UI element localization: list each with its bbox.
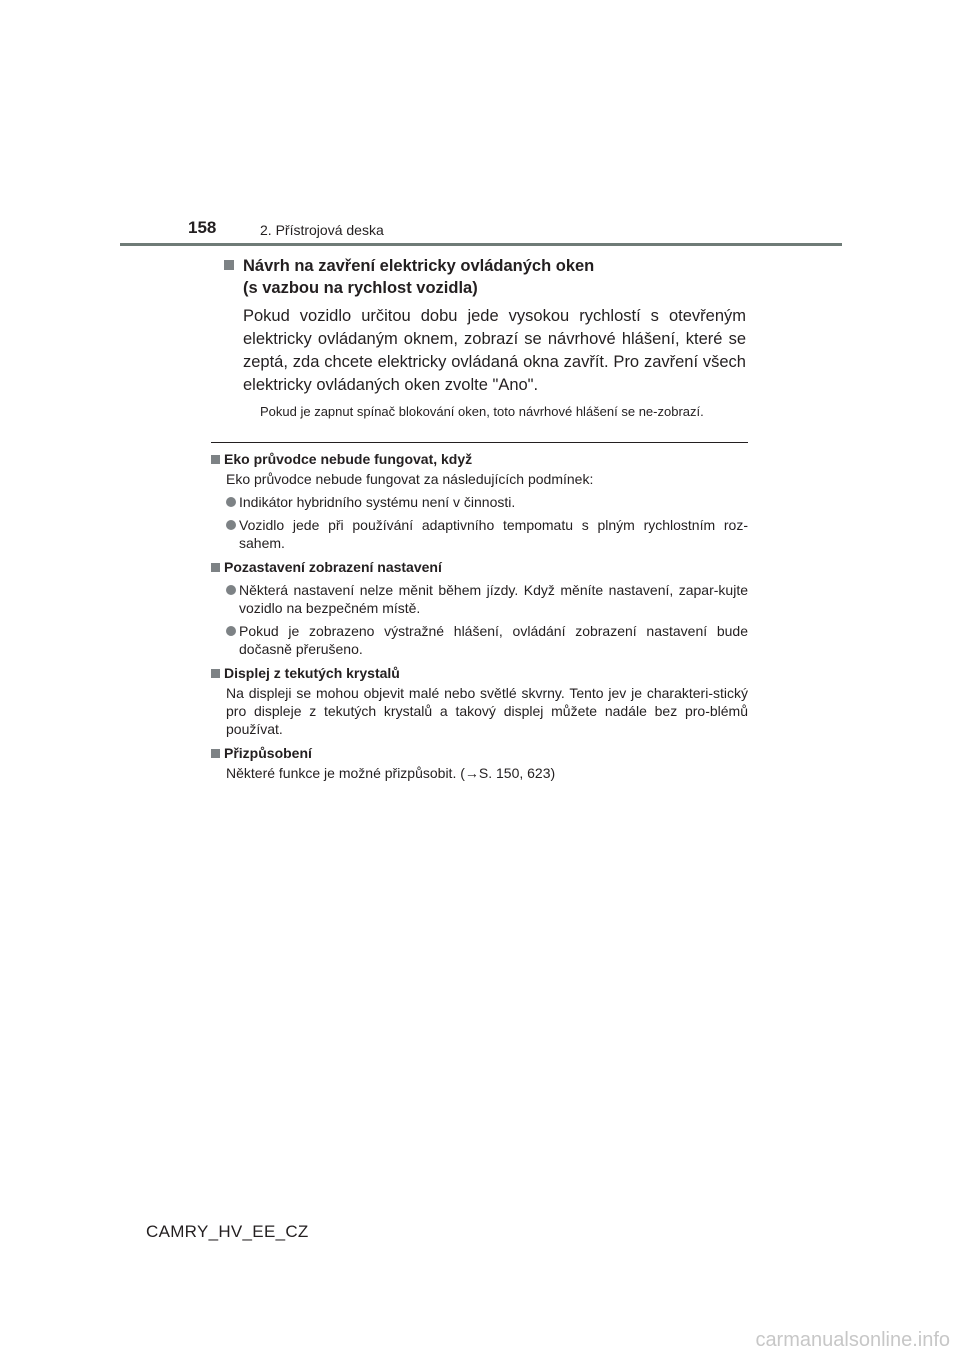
- note-heading-lcd: [211, 664, 748, 682]
- notes-section: [211, 450, 748, 782]
- note-heading-text: Eko průvodce nebude fungovat, když: [224, 451, 473, 467]
- main-heading-line2: (s vazbou na rychlost vozidla): [243, 279, 478, 297]
- note-heading-text: Displej z tekutých krystalů: [224, 665, 400, 681]
- list-item: [226, 516, 748, 552]
- note-heading-text: Přizpůsobení: [224, 745, 312, 761]
- note-heading-settings: [211, 558, 748, 576]
- note-heading-eco: [211, 450, 748, 468]
- note-text: Některé funkce je možné přizpůsobit. (→S. 150, 623): [226, 765, 556, 781]
- section-title: 2. Přístrojová deska: [260, 222, 384, 238]
- notes-separator: [211, 442, 748, 443]
- header-rule: [120, 243, 842, 246]
- note-heading-customization: [211, 744, 748, 762]
- circle-bullet-icon: [226, 626, 236, 636]
- main-paragraph: Pokud vozidlo určitou dobu jede vysokou rychlostí s otevřeným elektricky ovládaným oknem, zobrazí se návrhové hlášení, které se zeptá, zda chcete elektricky ovládaná okna zavřít. Pro zavření všech elektricky ovládaných oken zvolte "Ano".: [243, 307, 746, 394]
- page-header: [0, 0, 960, 250]
- page-number: 158: [188, 218, 217, 237]
- square-bullet-icon: [211, 749, 220, 758]
- square-bullet-icon: [211, 669, 220, 678]
- list-item: [226, 493, 748, 511]
- list-item-text: Pokud je zobrazeno výstražné hlášení, ovládání zobrazení nastavení bude dočasně přerušeno.: [239, 623, 748, 657]
- circle-bullet-icon: [226, 497, 236, 507]
- main-note: Pokud je zapnut spínač blokování oken, toto návrhové hlášení se ne-zobrazí.: [260, 404, 704, 419]
- list-item-text: Některá nastavení nelze měnit během jízdy. Když měníte nastavení, zapar-kujte vozidlo na bezpečném místě.: [239, 582, 748, 616]
- list-item-text: Vozidlo jede při používání adaptivního tempomatu s plným rychlostním roz-sahem.: [239, 517, 748, 551]
- watermark[interactable]: carmanualsonline.info: [755, 1329, 950, 1351]
- list-item-text: Indikátor hybridního systému není v činnosti.: [239, 494, 516, 510]
- main-heading-line1: Návrh na zavření elektricky ovládaných oken: [243, 257, 595, 275]
- note-text: Eko průvodce nebude fungovat za následujících podmínek:: [226, 471, 594, 487]
- list-item: [226, 581, 748, 617]
- list-item: [226, 622, 748, 658]
- main-section: [224, 255, 746, 420]
- square-bullet-icon: [211, 563, 220, 572]
- note-text: Na displeji se mohou objevit malé nebo světlé skvrny. Tento jev je charakteri-stický pro displeje z tekutých krystalů a takový displej můžete nadále bez pro-blémů používat.: [226, 685, 748, 737]
- main-heading: [224, 255, 746, 299]
- note-heading-text: Pozastavení zobrazení nastavení: [224, 559, 442, 575]
- circle-bullet-icon: [226, 585, 236, 595]
- square-bullet-icon: [211, 455, 220, 464]
- circle-bullet-icon: [226, 520, 236, 530]
- footer-code: CAMRY_HV_EE_CZ: [146, 1222, 309, 1241]
- square-bullet-icon: [224, 260, 234, 270]
